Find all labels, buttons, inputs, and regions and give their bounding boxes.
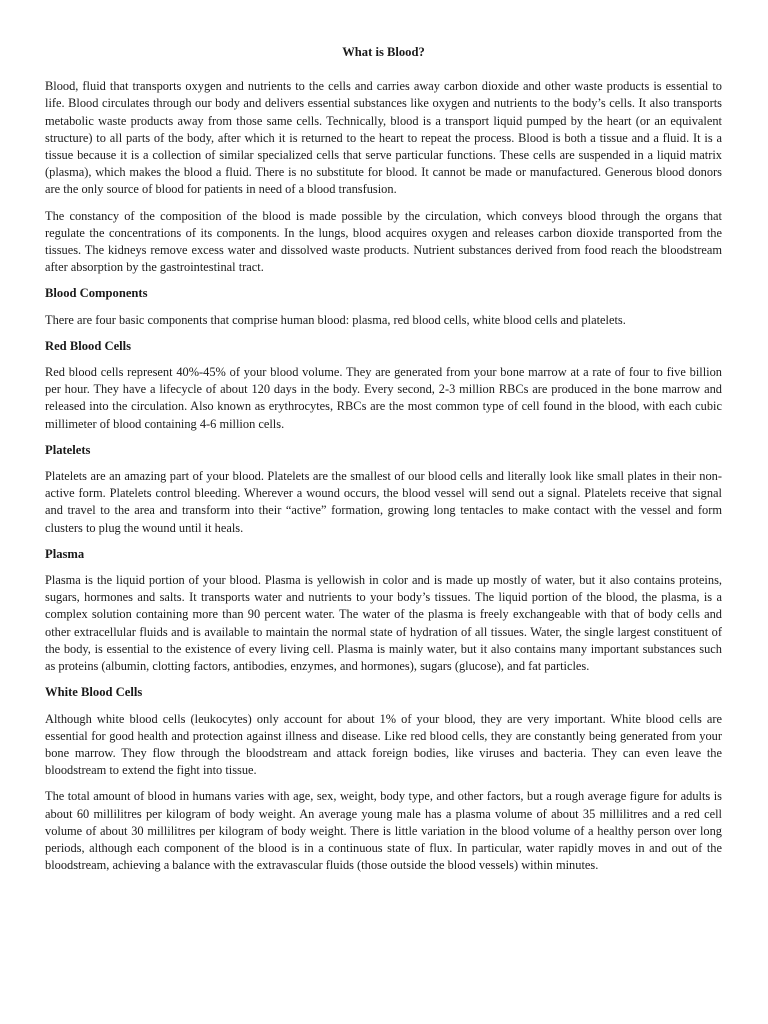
section-heading-blood-components: Blood Components	[45, 286, 148, 301]
document-title: What is Blood?	[342, 45, 425, 59]
section-heading-white-blood-cells: White Blood Cells	[45, 685, 143, 700]
section-paragraph: There are four basic components that comprise human blood: plasma, red blood cells, white blood cells and platelets.	[45, 312, 626, 327]
section-heading-red-blood-cells: Red Blood Cells	[45, 338, 132, 353]
section-heading-platelets: Platelets	[45, 442, 91, 457]
section-paragraph: The total amount of blood in humans varies with age, sex, weight, body type, and other factors, but a rough average figure for adults is about 60 millilitres per kilogram of body weight. An average young male has a plasma volume of about 35 millilitres and a red cell volume of about 30 millilitres per kilogram of body weight. There is little variation in the blood volume of a healthy person over long periods, although each component of the blood is in a continuous state of flux. In particular, water rapidly moves in and out of the bloodstream, achieving a balance with the extravascular fluids (those outside the blood vessels) within minutes.	[45, 789, 722, 873]
intro-paragraph: Blood, fluid that transports oxygen and nutrients to the cells and carries away carbon dioxide and other waste products is essential to life. Blood circulates through our body and delivers essential substances like oxygen and nutrients to the body’s cells. It also transports metabolic waste products away from those same cells. Technically, blood is a transport liquid pumped by the heart (or an equivalent structure) to all parts of the body, after which it is returned to the heart to repeat the process. Blood is both a tissue and a fluid. It is a tissue because it is a collection of similar specialized cells that serve particular functions. These cells are suspended in a liquid matrix (plasma), which makes the blood a fluid. There is no substitute for blood. It cannot be made or manufactured. Generous blood donors are the only source of blood for patients in need of a blood transfusion.	[45, 79, 722, 197]
intro-paragraph: The constancy of the composition of the blood is made possible by the circulation, which conveys blood through the organs that regulate the concentrations of its components. In the lungs, blood acquires oxygen and releases carbon dioxide transported from the tissues. The kidneys remove excess water and dissolved waste products. Nutrient substances derived from food reach the bloodstream after absorption by the gastrointestinal tract.	[45, 208, 722, 275]
section-paragraph: Platelets are an amazing part of your blood. Platelets are the smallest of our blood cells and literally look like small plates in their non-active form. Platelets control bleeding. Wherever a wound occurs, the blood vessel will send out a signal. Platelets receive that signal and travel to the area and transform into their “active” formation, growing long tentacles to make contact with the vessel and form clusters to plug the wound until it heals.	[45, 469, 722, 535]
section-paragraph: Although white blood cells (leukocytes) only account for about 1% of your blood, they are very important. White blood cells are essential for good health and protection against illness and disease. Like red blood cells, they are constantly being generated from your bone marrow. They flow through the bloodstream and attack foreign bodies, like viruses and bacteria. They can even leave the bloodstream to extend the fight into tissue.	[45, 711, 722, 778]
section-paragraph: Red blood cells represent 40%-45% of your blood volume. They are generated from your bone marrow at a rate of four to five billion per hour. They have a lifecycle of about 120 days in the body. Every second, 2-3 million RBCs are produced in the bone marrow and released into the circulation. Also known as erythrocytes, RBCs are the most common type of cell found in the blood, with each cubic millimeter of blood containing 4-6 million cells.	[45, 365, 722, 431]
document-page	[45, 44, 722, 883]
section-paragraph: Plasma is the liquid portion of your blood. Plasma is yellowish in color and is made up mostly of water, but it also contains proteins, sugars, hormones and salts. It transports water and nutrients to your body’s tissues. The liquid portion of the blood, the plasma, is a complex solution containing more than 90 percent water. The water of the plasma is freely exchangeable with that of body cells and other extracellular fluids and is available to maintain the normal state of hydration of all tissues. Water, the single largest constituent of the body, is essential to the existence of every living cell. Plasma is mainly water, but it also contains many important substances such as proteins (albumin, clotting factors, antibodies, enzymes, and hormones), sugars (glucose), and fat particles.	[45, 573, 722, 674]
section-heading-plasma: Plasma	[45, 546, 85, 561]
